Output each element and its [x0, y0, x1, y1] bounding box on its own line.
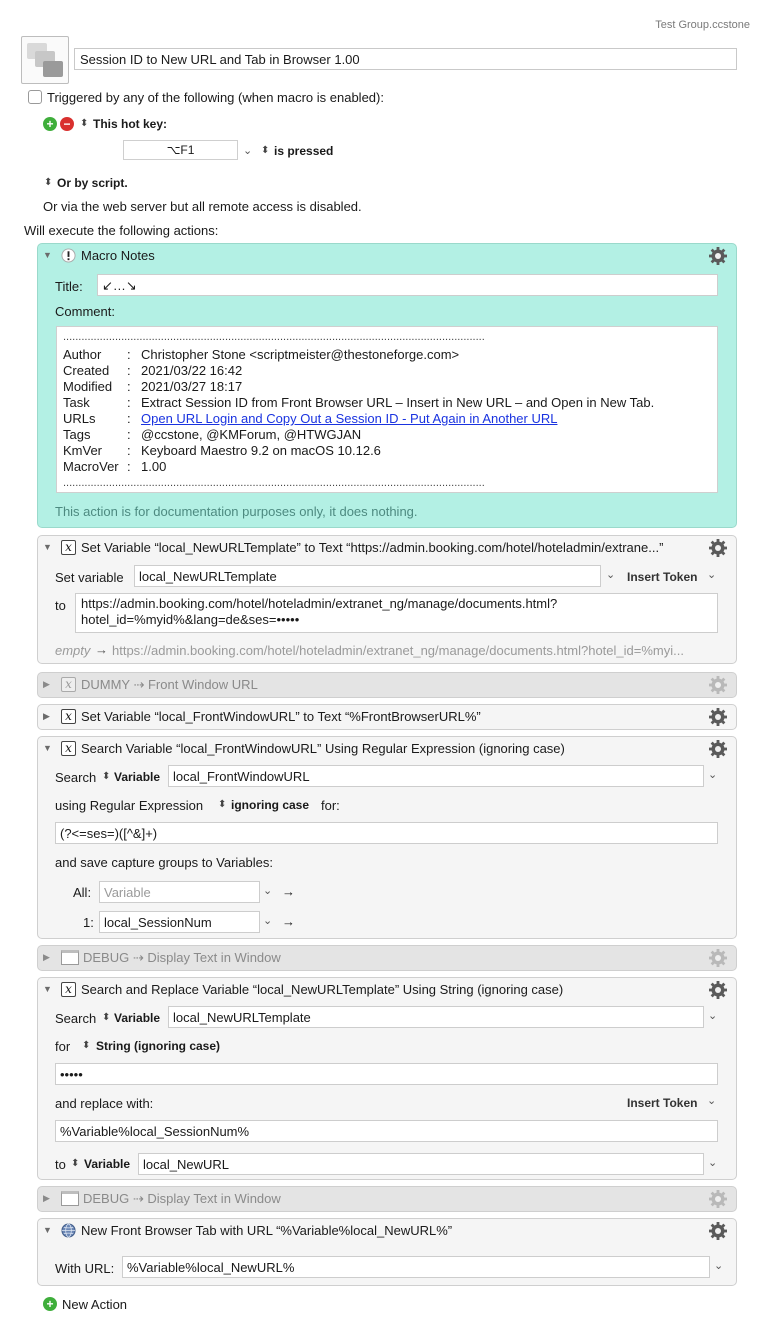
collapse-triangle-icon[interactable]: ▼	[43, 250, 52, 260]
gear-icon[interactable]	[708, 675, 728, 695]
script-trigger-label[interactable]: Or by script.	[57, 176, 128, 190]
chevron-down-icon[interactable]: ⌄	[708, 1157, 718, 1169]
insert-token-button[interactable]: Insert Token	[627, 1096, 698, 1110]
separator-dots: ..........................................................................................................................................	[63, 331, 485, 343]
to-label: to	[55, 1157, 66, 1172]
arrow-right-icon[interactable]: →	[282, 884, 295, 899]
search-label: Search	[55, 770, 97, 785]
collapse-triangle-icon[interactable]: ▼	[43, 984, 52, 994]
gear-icon[interactable]	[708, 246, 728, 266]
macro-name-field[interactable]: Session ID to New URL and Tab in Browser 1.00	[74, 48, 737, 70]
action-title: Macro Notes	[81, 248, 155, 263]
chevron-down-icon[interactable]: ⌄	[714, 1260, 724, 1272]
variable-x-icon: 𝑥	[61, 709, 76, 724]
new-action-plus-icon[interactable]: +	[43, 1297, 57, 1311]
with-url-label: With URL:	[55, 1261, 115, 1276]
notes-title-label: Title:	[55, 279, 83, 294]
macro-icon[interactable]	[21, 36, 69, 84]
expand-triangle-icon[interactable]: ▶	[43, 711, 50, 721]
hotkey-condition-updown-icon[interactable]: ⬍	[261, 145, 270, 156]
gear-icon[interactable]	[708, 707, 728, 727]
trigger-enabled-checkbox[interactable]	[28, 90, 42, 104]
gear-icon[interactable]	[708, 1221, 728, 1241]
insert-token-button[interactable]: Insert Token	[627, 570, 698, 584]
new-action-button[interactable]: New Action	[62, 1297, 128, 1312]
chevron-down-icon[interactable]: ⌄	[243, 145, 253, 157]
dummy-action[interactable]	[37, 672, 737, 698]
match-type-selector[interactable]: String (ignoring case)	[96, 1039, 221, 1053]
macro-group-name: Test Group.ccstone	[655, 19, 750, 31]
regex-field[interactable]: (?<=ses=)([^&]+)	[55, 822, 718, 844]
search-variable-field[interactable]: local_NewURLTemplate	[168, 1006, 704, 1028]
match-type-updown-icon[interactable]: ⬍	[82, 1040, 91, 1051]
hotkey-condition[interactable]: is pressed	[274, 144, 334, 158]
preview-value: https://admin.booking.com/hotel/hoteladmin/extranet_ng/manage/documents.html?hotel_id=%myi...	[112, 643, 684, 658]
separator-dots: ..........................................................................................................................................	[63, 477, 485, 489]
collapse-triangle-icon[interactable]: ▼	[43, 1225, 52, 1235]
arrow-right-icon[interactable]: →	[282, 914, 295, 929]
for-label: for:	[321, 798, 340, 813]
action-title: DEBUG ⇢ Display Text in Window	[83, 950, 281, 965]
set-variable-action[interactable]	[37, 535, 737, 664]
dest-type-selector[interactable]: Variable	[84, 1157, 131, 1171]
case-option-selector[interactable]: ignoring case	[231, 798, 310, 812]
chevron-down-icon[interactable]: ⌄	[707, 569, 717, 581]
expand-triangle-icon[interactable]: ▶	[43, 679, 50, 689]
set-variable-front-url-action[interactable]	[37, 704, 737, 730]
gear-icon[interactable]	[708, 948, 728, 968]
webserver-status-text: Or via the web server but all remote access is disabled.	[43, 199, 362, 214]
action-title: Set Variable “local_NewURLTemplate” to Text “https://admin.booking.com/hotel/hoteladmin/extrane...”	[81, 540, 664, 555]
search-string-field[interactable]: •••••	[55, 1063, 718, 1085]
search-variable-field[interactable]: local_FrontWindowURL	[168, 765, 704, 787]
variable-x-icon: 𝑥	[61, 540, 76, 555]
gear-icon[interactable]	[708, 739, 728, 759]
chevron-down-icon[interactable]: ⌄	[708, 769, 718, 781]
text-value-field[interactable]: https://admin.booking.com/hotel/hoteladmin/extranet_ng/manage/documents.html? hotel_id=%myid%&lang=de&ses=•••••	[75, 593, 718, 633]
trigger-enabled-label: Triggered by any of the following (when macro is enabled):	[47, 90, 384, 105]
debug-display-action[interactable]	[37, 945, 737, 971]
search-variable-action[interactable]	[37, 736, 737, 939]
gear-icon[interactable]	[708, 1189, 728, 1209]
new-browser-tab-action[interactable]	[37, 1218, 737, 1286]
search-replace-action[interactable]	[37, 977, 737, 1180]
gear-icon[interactable]	[708, 538, 728, 558]
notes-comment-label: Comment:	[55, 304, 115, 319]
window-icon	[61, 950, 79, 965]
preview-empty: empty	[55, 643, 91, 658]
action-title: DEBUG ⇢ Display Text in Window	[83, 1191, 281, 1206]
for-label: for	[55, 1039, 71, 1054]
chevron-down-icon[interactable]: ⌄	[606, 569, 616, 581]
source-type-selector[interactable]: Variable	[114, 770, 161, 784]
hotkey-field[interactable]: ⌥F1	[123, 140, 238, 160]
macro-notes-action[interactable]	[37, 243, 737, 528]
group-1-label: 1:	[83, 915, 94, 930]
variable-x-icon: 𝑥	[61, 982, 76, 997]
case-option-updown-icon[interactable]: ⬍	[218, 799, 227, 810]
using-regex-label: using Regular Expression	[55, 798, 204, 813]
collapse-triangle-icon[interactable]: ▼	[43, 743, 52, 753]
trigger-type-updown-icon[interactable]: ⬍	[80, 118, 89, 129]
replace-with-field[interactable]: %Variable%local_SessionNum%	[55, 1120, 718, 1142]
notes-footer-text: This action is for documentation purposes only, it does nothing.	[55, 504, 418, 519]
remove-trigger-icon[interactable]: −	[60, 117, 74, 131]
notes-comment-field[interactable]	[56, 326, 718, 493]
action-title: DUMMY ⇢ Front Window URL	[81, 677, 258, 692]
save-groups-label: and save capture groups to Variables:	[55, 855, 274, 870]
collapse-triangle-icon[interactable]: ▼	[43, 542, 52, 552]
expand-triangle-icon[interactable]: ▶	[43, 1193, 50, 1203]
all-label: All:	[73, 885, 92, 900]
add-trigger-icon[interactable]: +	[43, 117, 57, 131]
dest-variable-field[interactable]: local_NewURL	[138, 1153, 704, 1175]
action-title: Set Variable “local_FrontWindowURL” to Text “%FrontBrowserURL%”	[81, 709, 481, 724]
all-variable-field[interactable]: Variable	[99, 881, 260, 903]
action-title: Search Variable “local_FrontWindowURL” Using Regular Expression (ignoring case)	[81, 741, 565, 756]
gear-icon[interactable]	[708, 980, 728, 1000]
debug-display-action-2[interactable]	[37, 1186, 737, 1212]
url-link[interactable]: Open URL Login and Copy Out a Session ID - Put Again in Another URL	[141, 411, 558, 426]
source-type-updown-icon[interactable]: ⬍	[102, 771, 111, 782]
arrow-right-icon: →	[95, 642, 108, 657]
chevron-down-icon[interactable]: ⌄	[708, 1010, 718, 1022]
action-title: New Front Browser Tab with URL “%Variable%local_NewURL%”	[81, 1223, 453, 1238]
chevron-down-icon[interactable]: ⌄	[263, 915, 273, 927]
globe-icon	[61, 1223, 76, 1238]
dest-type-updown-icon[interactable]: ⬍	[71, 1158, 80, 1169]
expand-triangle-icon[interactable]: ▶	[43, 952, 50, 962]
chevron-down-icon[interactable]: ⌄	[263, 885, 273, 897]
notes-title-field[interactable]: ↙…↘	[97, 274, 718, 296]
set-variable-label: Set variable	[55, 570, 124, 585]
search-label: Search	[55, 1011, 97, 1026]
variable-name-field[interactable]: local_NewURLTemplate	[134, 565, 601, 587]
url-field[interactable]: %Variable%local_NewURL%	[122, 1256, 710, 1278]
chevron-down-icon[interactable]: ⌄	[707, 1095, 717, 1107]
source-type-updown-icon[interactable]: ⬍	[102, 1012, 111, 1023]
replace-with-label: and replace with:	[55, 1096, 154, 1111]
variable-x-icon: 𝑥	[61, 677, 76, 692]
exclamation-icon	[61, 248, 76, 263]
source-type-selector[interactable]: Variable	[114, 1011, 161, 1025]
actions-intro-text: Will execute the following actions:	[24, 223, 219, 238]
group-1-variable-field[interactable]: local_SessionNum	[99, 911, 260, 933]
action-title: Search and Replace Variable “local_NewURLTemplate” Using String (ignoring case)	[81, 982, 564, 997]
script-trigger-updown-icon[interactable]: ⬍	[44, 177, 53, 188]
to-label: to	[55, 598, 66, 613]
notes-table: Author : Christopher Stone <scriptmeister@thestoneforge.com> Created : 2021/03/22 16:42 Modified : 2021/03/27 18:17 Task : Extract Session ID from Front Browser URL – Insert in New URL – and Open in New Tab. URLs : Open URL Login and Copy Out a Session ID - Put Again in Another URL Tags : @ccstone, @KMForum, @HTWGJAN KmVer : Keyboard Maestro 9.2 on macOS 10.12.6 MacroVer : 1.00	[63, 347, 655, 474]
hotkey-trigger-label[interactable]: This hot key:	[93, 117, 168, 131]
variable-x-icon: 𝑥	[61, 741, 76, 756]
window-icon	[61, 1191, 79, 1206]
